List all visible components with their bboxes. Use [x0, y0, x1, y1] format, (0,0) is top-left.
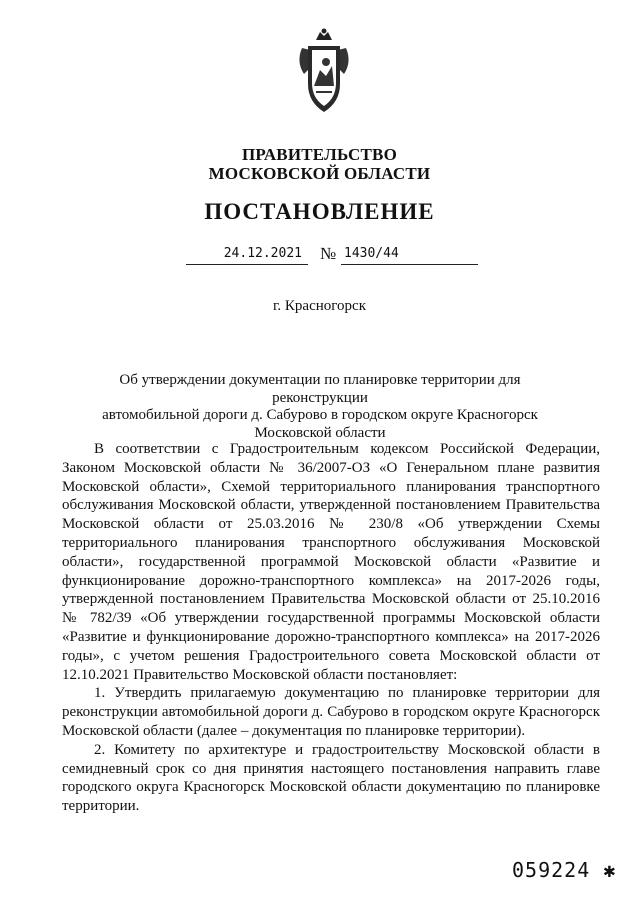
title-line: Об утверждении документации по планировке территории для реконструкции — [119, 372, 521, 406]
city-name: г. Красногорск — [272, 298, 367, 314]
coat-of-arms-emblem — [294, 26, 354, 118]
government-title-line2: МОСКОВСКОЙ ОБЛАСТИ — [208, 164, 431, 183]
title-line: Московской области — [254, 424, 386, 441]
serial-number-value: 059224 — [512, 858, 591, 882]
serial-star-mark: ✱ — [603, 858, 617, 882]
number-underline — [341, 264, 478, 265]
government-title-line1: ПРАВИТЕЛЬСТВО — [242, 145, 397, 164]
clause-2-paragraph: 2. Комитету по архитектуре и градостроительству Московской области в семидневный срок со дня принятия настоящего постановления направить главе городского округа Красногорск Московской области документацию по планировке территории. — [62, 741, 600, 815]
document-number: 1430/44 — [344, 246, 399, 261]
clause-1-paragraph: 1. Утвердить прилагаемую документацию по планировке территории для реконструкции автомобильной дороги д. Сабурово в городском округе Красногорск Московской области (далее – документация по планировке территории). — [62, 685, 600, 739]
document-body — [62, 440, 600, 816]
title-line: автомобильной дороги д. Сабурово в городском округе Красногорск — [102, 407, 538, 423]
date-number-line — [186, 246, 478, 268]
preamble-paragraph: В соответствии с Градостроительным кодексом Российской Федерации, Законом Московской области № 36/2007-ОЗ «О Генеральном плане развития Московской области», Схемой территориального планирования транспортного обслуживания Московской области, утвержденной постановлением Правительства Московской области от 25.03.2016 № 230/8 «Об утверждении Схемы территориального планирования транспортного обслуживания Московской области», государственной программой Московской области «Развитие и функционирование дорожно-транспортного комплекса» на 2017-2026 годы, утвержденной постановлением Правительства Московской области от 25.10.2016 № 782/39 «Об утверждении государственной программы Московской области «Развитие и функционирование дорожно-транспортного комплекса» на 2017-2026 годы», с учетом решения Градостроительного совета Московской области от 12.10.2021 Правительство Московской области постановляет: — [62, 441, 600, 683]
serial-number — [512, 858, 616, 882]
document-title — [70, 372, 570, 442]
date-underline — [186, 264, 308, 265]
document-date: 24.12.2021 — [223, 246, 302, 261]
number-sign: № — [320, 244, 337, 263]
document-type-heading: ПОСТАНОВЛЕНИЕ — [204, 199, 435, 224]
